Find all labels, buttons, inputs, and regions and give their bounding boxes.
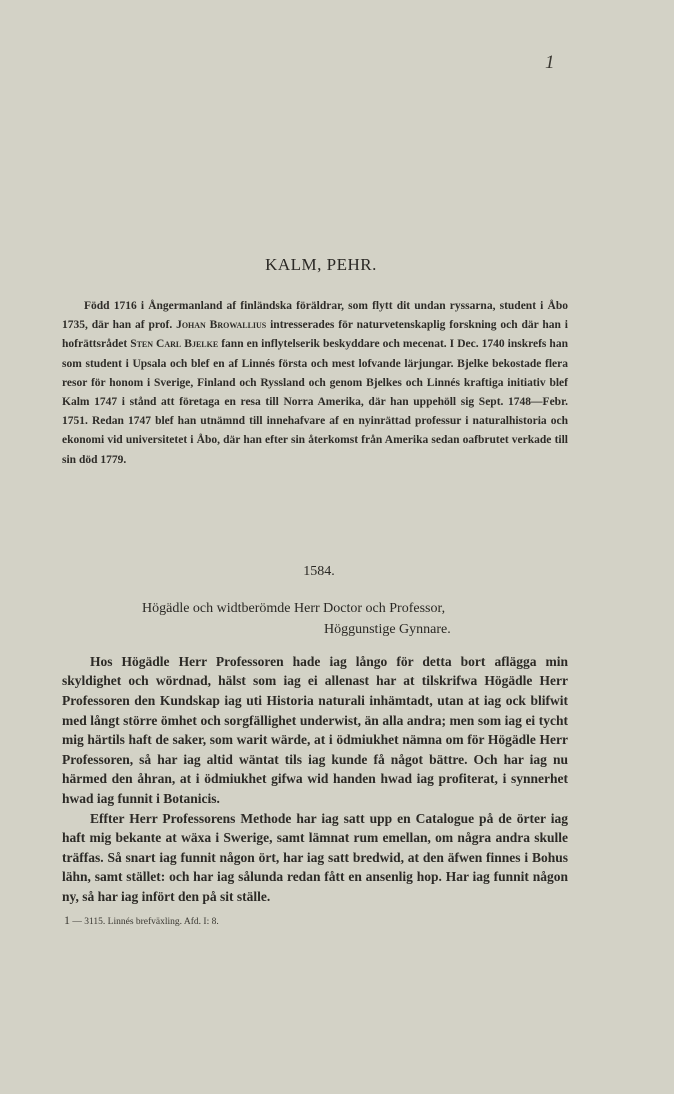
letter-paragraph-1: Hos Högädle Herr Professoren hade iag långo för detta bort aflägga min skyldighet och wördnad, hälst som iag ei allenast har at tilskrifwa Högädle Herr Professoren den Kundskap iag uti Historia naturali inhämtadt, utan at iag ock blifwit med långt större ömhet och sorgfällighet underwist, än alla andra; men som iag ei tycht mig härtils haft de saker, som warit wärde, at i ödmiukhet nämna om för Högädle Herr Professoren, så har iag altid wäntat tils iag kunde få något bättre. Och har iag nu härmed den åhran, at i ödmiukhet gifwa wid handen hwad iag profiterat, i synnerhet hwad iag funnit i Botanicis. [62, 653, 568, 806]
biography-paragraph [62, 297, 568, 470]
bio-text-3: fann en inflytelserik beskyddare och mecenat. I Dec. 1740 inskrefs han som student i Upsala och blef en af Linnés första och mest lofvande lärjungar. Bjelke bekostade flera resor för honom i Sverige, Finland och Ryssland och genom Bjelkes och Linnés kraftiga initiativ blef Kalm 1747 i stånd att företaga en resa till Norra Amerika, där han uppehöll sig Sept. 1748—Febr. 1751. Redan 1747 blef han utnämnd till innehafvare af en nyinrättad professur i naturalhistoria och ekonomi vid universitetet i Åbo, där han efter sin återkomst från Amerika sedan oafbrutet verkade till sin död 1779. [62, 338, 568, 466]
letter-body [62, 652, 568, 907]
footer-text: Linnés brefväxling. Afd. I: 8. [105, 916, 219, 927]
salutation-line-2: Höggunstige Gynnare. [324, 621, 451, 637]
page-content [62, 255, 568, 928]
page-footer [62, 913, 568, 928]
footer-code: 3115. [84, 916, 106, 927]
bio-name-bjelke: Sten Carl Bjelke [130, 338, 219, 351]
salutation-line-1: Högädle och widtberömde Herr Doctor och Professor, [142, 600, 446, 616]
page-number: 1 [545, 52, 555, 73]
bio-name-browallius: Johan Browallius [176, 319, 267, 332]
footer-sheet-number: 1 [64, 912, 70, 927]
letter-number: 1584. [303, 563, 335, 579]
footer-dash: — [70, 916, 85, 927]
letter-paragraph-2: Effter Herr Professorens Methode har iag satt upp en Catalogue på de örter iag haft mig bekante at wäxa i Swerige, samt lämnat rum emellan, om några andra skulle träffas. Så snart iag funnit någon ört, har iag satt bredwid, at den äfwen finnes i Bohus lähn, samt stället: och har iag sålunda redan fått en ansenlig hop. Har iag funnit någon ny, så har iag infört den på sit ställe. [62, 810, 568, 904]
letter-salutation [62, 598, 568, 640]
bio-text-2: intresserades för naturvetenskaplig forskning och där han i hofrättsrådet [62, 319, 568, 351]
bio-text-1: Född 1716 i Ångermanland af finländska föräldrar, som flytt dit undan ryssarna, student i Åbo 1735, där han af prof. [62, 300, 568, 332]
section-title: KALM, PEHR. [265, 255, 377, 274]
